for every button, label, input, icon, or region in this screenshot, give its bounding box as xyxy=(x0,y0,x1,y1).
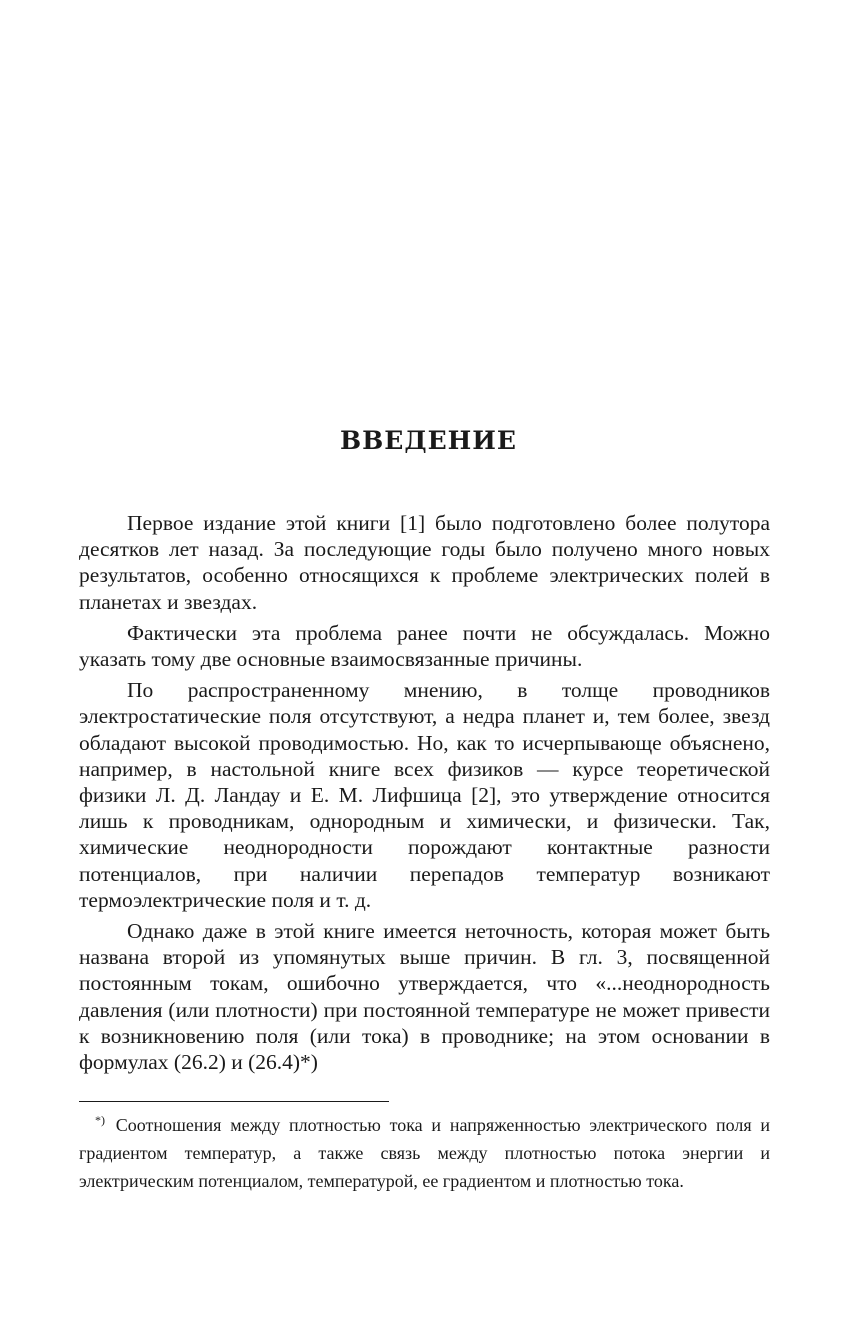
paragraph-2: Фактически эта проблема ранее почти не обсуждалась. Можно указать тому две основные взаимосвязанные причины. xyxy=(79,620,770,672)
paragraph-1: Первое издание этой книги [1] было подготовлено более полутора десятков лет назад. За последующие годы было получено много новых результатов, особенно относящихся к проблеме электрических полей в планетах и звездах. xyxy=(79,511,770,614)
main-text xyxy=(79,510,770,1080)
paragraph-3: По распространенному мнению, в толще проводников электростатические поля отсутствуют, а недра планет и, тем более, звезд обладают высокой проводимостью. Но, как то исчерпывающе объяснено, например, в настольной книге всех физиков — курсе теоретической физики Л. Д. Ландау и Е. М. Лифшица [2], это утверждение относится лишь к проводникам, однородным и химически, и физически. Так, химические неоднородности порождают контактные разности потенциалов, при наличии перепадов температур возникают термоэлектрические поля и т. д. xyxy=(79,678,770,912)
paragraph-4: Однако даже в этой книге имеется неточность, которая может быть названа второй из упомянутых выше причин. В гл. 3, посвященной постоянным токам, ошибочно утверждается, что «...неоднородность давления (или плотности) при постоянной температуре не может привести к возникновению поля (или тока) в проводнике; на этом основании в формулах (26.2) и (26.4)*) xyxy=(79,919,770,1075)
footnote-marker: *) xyxy=(95,1113,105,1127)
chapter-title: ВВЕДЕНИЕ xyxy=(340,425,517,455)
footnote-divider xyxy=(79,1101,389,1102)
footnote-text: Соотношения между плотностью тока и напряженностью электрического поля и градиентом температур, а также связь между плотностью потока энергии и электрическим потенциалом, температурой, ее градиентом и плотностью тока. xyxy=(79,1115,771,1191)
footnote xyxy=(79,1106,770,1195)
